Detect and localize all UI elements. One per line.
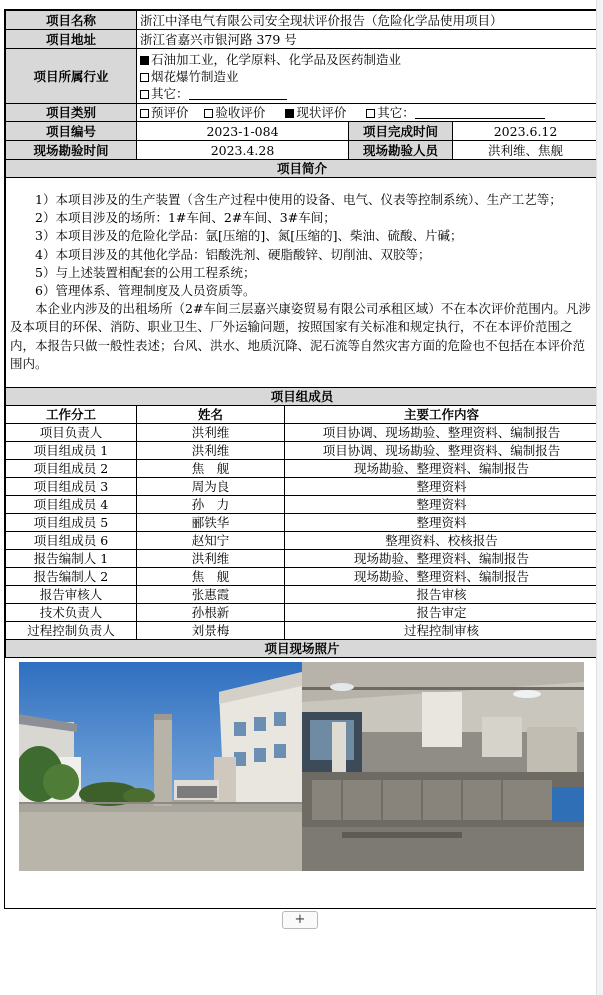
site-photo-exterior	[19, 662, 302, 871]
team-name-cell: 洪利维	[137, 442, 285, 460]
team-role-cell: 报告编制人 1	[6, 550, 137, 568]
intro-paragraph: 3）本项目涉及的危险化学品：氩[压缩的]、氮[压缩的]、柴油、硫酸、片碱；	[35, 228, 463, 244]
intro-title: 项目简介	[6, 160, 599, 178]
industry-option-fireworks[interactable]: 烟花爆竹制造业	[140, 68, 595, 85]
team-header-duty: 主要工作内容	[285, 406, 599, 424]
project-name-label: 项目名称	[6, 11, 137, 30]
team-row	[6, 460, 599, 478]
photos-title: 项目现场照片	[6, 640, 599, 658]
team-role-cell: 项目组成员 4	[6, 496, 137, 514]
project-number-label: 项目编号	[6, 122, 137, 141]
blank-line	[189, 87, 287, 100]
checked-box-icon	[285, 109, 294, 118]
team-name-cell: 洪利维	[137, 550, 285, 568]
team-row	[6, 424, 599, 442]
team-duty-cell: 整理资料、校核报告	[285, 532, 599, 550]
project-number-value: 2023-1-084	[137, 122, 349, 141]
intro-paragraph: 2）本项目涉及的场所：1#车间、2#车间、3#车间；	[35, 210, 336, 226]
industry-option-petrochem[interactable]: 石油加工业，化学原料、化学品及医药制造业	[140, 51, 595, 68]
industry-options	[137, 49, 599, 104]
category-option-pre[interactable]: 预评价	[140, 105, 189, 120]
project-address-label: 项目地址	[6, 30, 137, 49]
photos-cell	[6, 658, 599, 891]
team-row	[6, 496, 599, 514]
team-row	[6, 550, 599, 568]
team-name-cell: 孙根新	[137, 604, 285, 622]
team-duty-cell: 现场勘验、整理资料、编制报告	[285, 460, 599, 478]
team-row	[6, 604, 599, 622]
team-duty-cell: 项目协调、现场勘验、整理资料、编制报告	[285, 442, 599, 460]
team-row	[6, 586, 599, 604]
team-name-cell: 赵知宁	[137, 532, 285, 550]
survey-time-label: 现场勘验时间	[6, 141, 137, 160]
team-duty-cell: 现场勘验、整理资料、编制报告	[285, 568, 599, 586]
completion-time-label: 项目完成时间	[349, 122, 453, 141]
unchecked-box-icon	[140, 90, 149, 99]
team-name-cell: 张惠霞	[137, 586, 285, 604]
team-duty-cell: 整理资料	[285, 496, 599, 514]
category-option-acceptance[interactable]: 验收评价	[204, 105, 265, 120]
project-info-table	[5, 10, 599, 890]
vertical-scrollbar[interactable]	[596, 0, 603, 995]
team-duty-cell: 报告审核	[285, 586, 599, 604]
team-role-cell: 报告审核人	[6, 586, 137, 604]
team-role-cell: 项目负责人	[6, 424, 137, 442]
team-role-cell: 项目组成员 2	[6, 460, 137, 478]
checked-box-icon	[140, 56, 149, 65]
team-header-role: 工作分工	[6, 406, 137, 424]
team-row	[6, 442, 599, 460]
team-duty-cell: 现场勘验、整理资料、编制报告	[285, 550, 599, 568]
unchecked-box-icon	[366, 109, 375, 118]
survey-staff-value: 洪利维、焦舰	[453, 141, 599, 160]
unchecked-box-icon	[140, 73, 149, 82]
team-row	[6, 532, 599, 550]
survey-staff-label: 现场勘验人员	[349, 141, 453, 160]
unchecked-box-icon	[204, 109, 213, 118]
workshop-photo-image	[302, 662, 584, 871]
exterior-photo-image	[19, 662, 302, 871]
team-rows	[6, 424, 599, 640]
intro-paragraph: 1）本项目涉及的生产装置（含生产过程中使用的设备、电气、仪表等控制系统）、生产工艺等；	[35, 191, 562, 207]
team-row	[6, 478, 599, 496]
team-title: 项目组成员	[6, 388, 599, 406]
team-duty-cell: 报告审定	[285, 604, 599, 622]
team-name-cell: 洪利维	[137, 424, 285, 442]
intro-paragraph: 4）本项目涉及的其他化学品：铝酸洗剂、硬脂酸锌、切削油、双胶等；	[35, 246, 431, 262]
team-header-name: 姓名	[137, 406, 285, 424]
site-photo-workshop	[302, 662, 584, 871]
team-name-cell: 刘景梅	[137, 622, 285, 640]
category-options	[137, 104, 599, 122]
completion-time-value: 2023.6.12	[453, 122, 599, 141]
team-role-cell: 项目组成员 6	[6, 532, 137, 550]
intro-paragraph: 本企业内涉及的出租场所（2#车间三层嘉兴康姿贸易有限公司承租区域）不在本次评价范围内。凡涉及本项目的环保、消防、职业卫生、厂外运输问题，按照国家有关标准和规定执行，不在本评价范围之内，本报告只做一般性表述；台风、洪水、地质沉降、泥石流等自然灾害方面的危险也不包括在本评价范围内。	[10, 301, 591, 371]
add-sheet-button[interactable]	[282, 911, 318, 929]
category-option-other[interactable]: 其它：	[366, 105, 545, 120]
team-name-cell: 孙 力	[137, 496, 285, 514]
category-label: 项目类别	[6, 104, 137, 122]
team-role-cell: 过程控制负责人	[6, 622, 137, 640]
team-row	[6, 568, 599, 586]
intro-paragraph: 6）管理体系、管理制度及人员资质等。	[35, 283, 256, 298]
intro-paragraph: 5）与上述装置相配套的公用工程系统；	[35, 264, 256, 280]
team-duty-cell: 过程控制审核	[285, 622, 599, 640]
team-row	[6, 622, 599, 640]
report-sheet	[4, 9, 597, 909]
team-name-cell: 焦 舰	[137, 568, 285, 586]
plus-icon: +	[294, 912, 306, 927]
team-duty-cell: 整理资料	[285, 478, 599, 496]
project-name-value: 浙江中泽电气有限公司安全现状评价报告（危险化学品使用项目）	[137, 11, 599, 30]
unchecked-box-icon	[140, 109, 149, 118]
blank-line	[415, 106, 545, 119]
team-name-cell: 焦 舰	[137, 460, 285, 478]
industry-label: 项目所属行业	[6, 49, 137, 104]
team-row	[6, 514, 599, 532]
team-duty-cell: 项目协调、现场勘验、整理资料、编制报告	[285, 424, 599, 442]
team-role-cell: 项目组成员 1	[6, 442, 137, 460]
team-role-cell: 技术负责人	[6, 604, 137, 622]
team-role-cell: 项目组成员 5	[6, 514, 137, 532]
team-role-cell: 项目组成员 3	[6, 478, 137, 496]
survey-time-value: 2023.4.28	[137, 141, 349, 160]
category-option-status[interactable]: 现状评价	[285, 105, 346, 120]
project-address-value: 浙江省嘉兴市银河路 379 号	[137, 30, 599, 49]
team-role-cell: 报告编制人 2	[6, 568, 137, 586]
team-name-cell: 周为良	[137, 478, 285, 496]
team-duty-cell: 整理资料	[285, 514, 599, 532]
team-name-cell: 郦铁华	[137, 514, 285, 532]
intro-body	[6, 178, 599, 388]
industry-option-other[interactable]: 其它：	[140, 85, 595, 102]
